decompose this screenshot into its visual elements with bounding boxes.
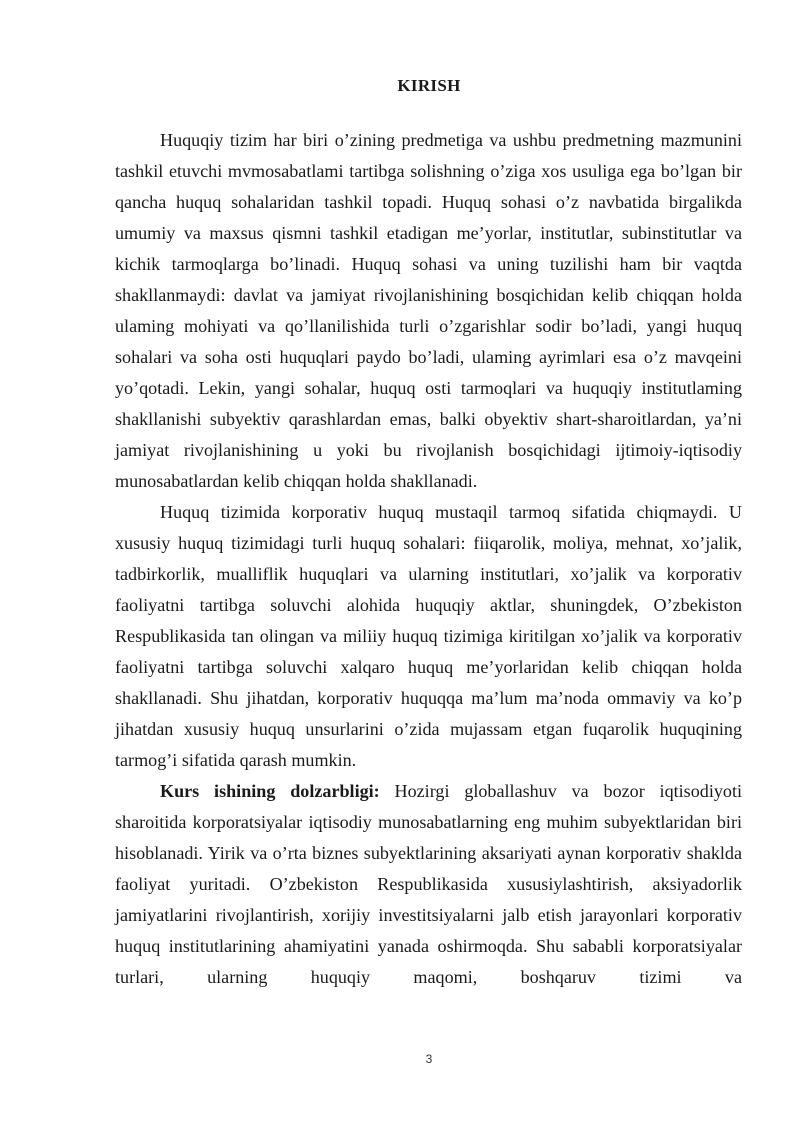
paragraph-corporate-law: Huquq tizimida korporativ huquq mustaqil tarmoq sifatida chiqmaydi. U xususiy huquq tizimidagi turli huquq sohalari: fiiqarolik, moliya, mehnat, xo’jalik, tadbirkorlik, mualliflik huquqlari va ularning institutlari, xo’jalik va korporativ faoliyatni tartibga soluvchi alohida huquqiy aktlar, shuningdek, O’zbekiston Respublikasida tan olingan va miliiy huquq tizimiga kiritilgan xo’jalik va korporativ faoliyatni tartibga soluvchi xalqaro huquq me’yorlaridan kelib chiqqan holda shakllanadi. Shu jihatdan, korporativ huquqqa ma’lum ma’noda ommaviy va ko’p jihatdan xususiy huquq unsurlarini o’zida mujassam etgan fuqarolik huquqining tarmog’i sifatida qarash mumkin.	[115, 502, 742, 770]
section-heading: KIRISH	[397, 76, 461, 95]
body-text	[115, 125, 742, 993]
paragraph-relevance	[115, 776, 742, 993]
page-number: 3	[425, 1052, 433, 1066]
paragraph-intro: Huquqiy tizim har biri o’zining predmetiga va ushbu predmetning mazmunini tashkil etuvchi mvmosabatlami tartibga solishning o’ziga xos usuliga ega bo’lgan bir qancha huquq sohalaridan tashkil topadi. Huquq sohasi o’z navbatida birgalikda umumiy va maxsus qismni tashkil etadigan me’yorlar, institutlar, subinstitutlar va kichik tarmoqlarga bo’linadi. Huquq sohasi va uning tuzilishi ham bir vaqtda shakllanmaydi: davlat va jamiyat rivojlanishining bosqichidan kelib chiqqan holda ulaming mohiyati va qo’llanilishida turli o’zgarishlar sodir bo’ladi, yangi huquq sohalari va soha osti huquqlari paydo bo’ladi, ulaming ayrimlari esa o’z mavqeini yo’qotadi. Lekin, yangi sohalar, huquq osti tarmoqlari va huquqiy institutlaming shakllanishi subyektiv qarashlardan emas, balki obyektiv shart-sharoitlardan, ya’ni jamiyat rivojlanishining u yoki bu rivojlanish bosqichidagi ijtimoiy-iqtisodiy munosabatlardan kelib chiqqan holda shakllanadi.	[115, 130, 742, 491]
relevance-text: Hozirgi globallashuv va bozor iqtisodiyoti sharoitida korporatsiyalar iqtisodiy munosabatlarning eng muhim subyektlaridan biri hisoblanadi. Yirik va o’rta biznes subyektlarining aksariyati aynan korporativ shaklda faoliyat yuritadi. O’zbekiston Respublikasida xususiylashtirish, aksiyadorlik jamiyatlarini rivojlantirish, xorijiy investitsiyalarni jalb etish jarayonlari korporativ huquq institutlarining ahamiyatini yanada oshirmoqda. Shu sababli korporatsiyalar turlari, ularning huquqiy maqomi, boshqaruv tizimi va	[115, 781, 742, 987]
relevance-lead-label: Kurs ishining dolzarbligi:	[160, 781, 380, 801]
